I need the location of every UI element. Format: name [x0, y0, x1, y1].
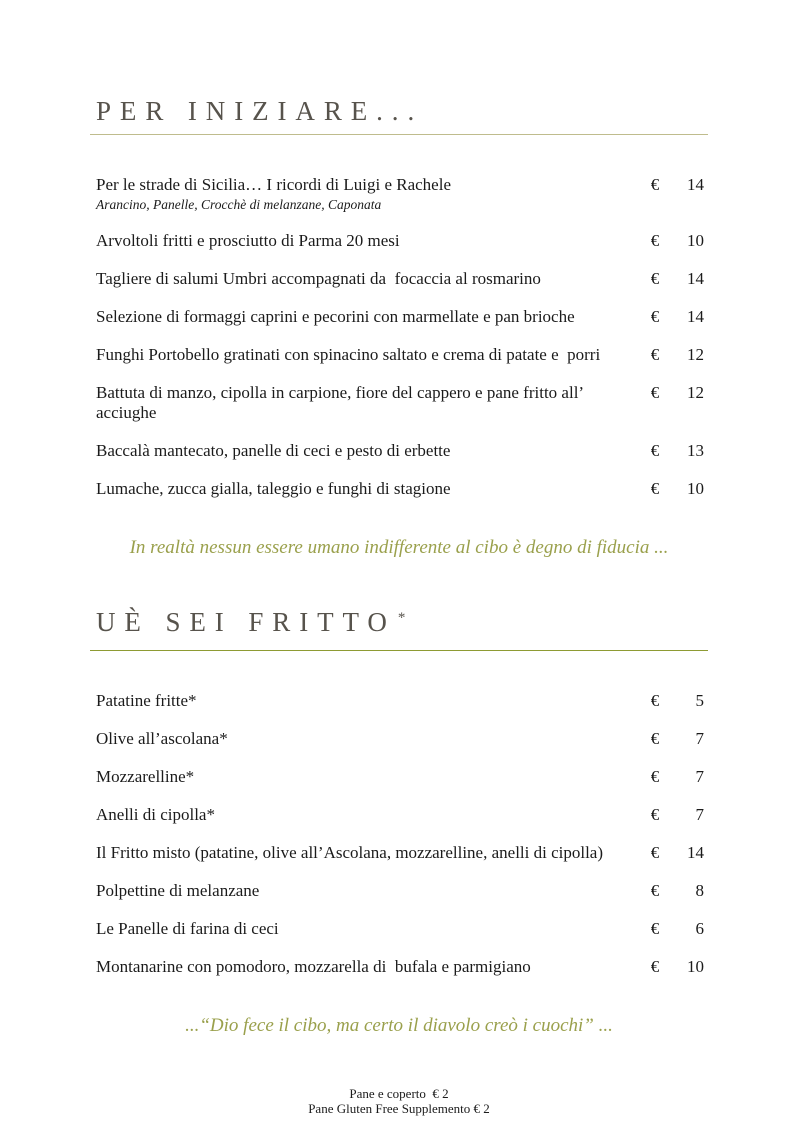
menu-item-text	[96, 919, 632, 939]
menu-item-text	[96, 843, 632, 863]
menu-item-row	[90, 767, 708, 787]
dish-name: Arvoltoli fritti e prosciutto di Parma 20 mesi	[96, 231, 400, 250]
menu-item-row	[90, 881, 708, 901]
price-currency-symbol: €	[650, 383, 660, 402]
menu-content	[90, 0, 708, 1116]
menu-item-row	[90, 843, 708, 863]
menu-item-row	[90, 441, 708, 461]
menu-footer	[90, 1086, 708, 1116]
menu-section	[90, 608, 708, 1039]
section-items	[90, 175, 708, 499]
menu-item-text	[96, 957, 632, 977]
dish-name: Battuta di manzo, cipolla in carpione, fiore del cappero e pane fritto all’ acciughe	[96, 383, 588, 422]
dish-name: Per le strade di Sicilia… I ricordi di Luigi e Rachele	[96, 175, 451, 194]
section-title	[90, 608, 708, 641]
dish-name: Tagliere di salumi Umbri accompagnati da focaccia al rosmarino	[96, 269, 541, 288]
price-value: 6	[695, 919, 704, 938]
dish-name: Patatine fritte*	[96, 691, 197, 710]
menu-item-text	[96, 729, 632, 749]
section-quote: ...“Dio fece il cibo, ma certo il diavolo creò i cuochi” ...	[185, 1015, 613, 1036]
price-currency-symbol: €	[650, 479, 660, 498]
price-currency-symbol: €	[650, 691, 660, 710]
dish-name: Mozzarelline*	[96, 767, 195, 786]
price-currency-symbol: €	[650, 231, 660, 250]
dish-name: Lumache, zucca gialla, taleggio e funghi di stagione	[96, 479, 451, 498]
dish-name: Le Panelle di farina di ceci	[96, 919, 279, 938]
menu-item-text	[96, 767, 632, 787]
menu-item-text	[96, 383, 632, 423]
price-currency-symbol: €	[650, 441, 660, 460]
dish-name: Polpettine di melanzane	[96, 881, 260, 900]
menu-item-row	[90, 307, 708, 327]
menu-item-row	[90, 231, 708, 251]
footer-note-gluten-free: Pane Gluten Free Supplemento € 2	[308, 1101, 490, 1116]
menu-item-row	[90, 383, 708, 423]
menu-item-text	[96, 479, 632, 499]
price-value: 14	[687, 269, 704, 288]
price-currency-symbol: €	[650, 805, 660, 824]
footer-note-coperto: Pane e coperto € 2	[349, 1086, 449, 1101]
price-value: 7	[695, 729, 704, 748]
price-value: 12	[687, 383, 704, 402]
price-value: 10	[687, 479, 704, 498]
menu-item-text	[96, 269, 632, 289]
price-currency-symbol: €	[650, 957, 660, 976]
dish-name: Selezione di formaggi caprini e pecorini con marmellate e pan brioche	[96, 307, 575, 326]
price-currency-symbol: €	[650, 881, 660, 900]
menu-item-row	[90, 919, 708, 939]
price-currency-symbol: €	[650, 345, 660, 364]
dish-name: Anelli di cipolla*	[96, 805, 215, 824]
price-value: 10	[687, 231, 704, 250]
menu-item-text	[96, 881, 632, 901]
price-currency-symbol: €	[650, 269, 660, 288]
menu-item-row	[90, 691, 708, 711]
menu-item-text	[96, 175, 632, 213]
menu-item-row	[90, 175, 708, 213]
menu-item-text	[96, 307, 632, 327]
price-currency-symbol: €	[650, 175, 660, 194]
menu-item-text	[96, 345, 632, 365]
price-currency-symbol: €	[650, 767, 660, 786]
menu-item-text	[96, 691, 632, 711]
menu-section	[90, 97, 708, 561]
menu-item-row	[90, 957, 708, 977]
section-title-text: PER INIZIARE...	[96, 96, 424, 126]
menu-item-row	[90, 805, 708, 825]
price-value: 12	[687, 345, 704, 364]
price-value: 7	[695, 767, 704, 786]
section-title-text: UÈ SEI FRITTO	[96, 607, 396, 637]
price-value: 14	[687, 175, 704, 194]
menu-item-row	[90, 479, 708, 499]
menu-item-text	[96, 805, 632, 825]
menu-item-text	[96, 231, 632, 251]
menu-item-text	[96, 441, 632, 461]
price-value: 14	[687, 843, 704, 862]
section-divider-line	[90, 650, 708, 651]
price-value: 5	[695, 691, 704, 710]
dish-description: Arancino, Panelle, Crocchè di melanzane, Caponata	[96, 197, 382, 212]
price-currency-symbol: €	[650, 919, 660, 938]
price-value: 13	[687, 441, 704, 460]
dish-name: Funghi Portobello gratinati con spinacino saltato e crema di patate e porri	[96, 345, 601, 364]
price-value: 14	[687, 307, 704, 326]
price-currency-symbol: €	[650, 843, 660, 862]
dish-name: Olive all’ascolana*	[96, 729, 228, 748]
dish-name: Montanarine con pomodoro, mozzarella di bufala e parmigiano	[96, 957, 531, 976]
menu-item-row	[90, 345, 708, 365]
price-currency-symbol: €	[650, 307, 660, 326]
price-value: 10	[687, 957, 704, 976]
section-divider-line	[90, 134, 708, 135]
section-title	[90, 97, 708, 125]
dish-name: Baccalà mantecato, panelle di ceci e pesto di erbette	[96, 441, 451, 460]
price-value: 8	[695, 881, 704, 900]
price-value: 7	[695, 805, 704, 824]
menu-item-row	[90, 729, 708, 749]
menu-sections	[90, 97, 708, 1039]
dish-name: Il Fritto misto (patatine, olive all’Ascolana, mozzarelline, anelli di cipolla)	[96, 843, 604, 862]
section-items	[90, 691, 708, 977]
menu-item-row	[90, 269, 708, 289]
section-title-asterisk: *	[397, 610, 407, 626]
price-currency-symbol: €	[650, 729, 660, 748]
section-quote: In realtà nessun essere umano indifferente al cibo è degno di fiducia ...	[129, 537, 669, 558]
